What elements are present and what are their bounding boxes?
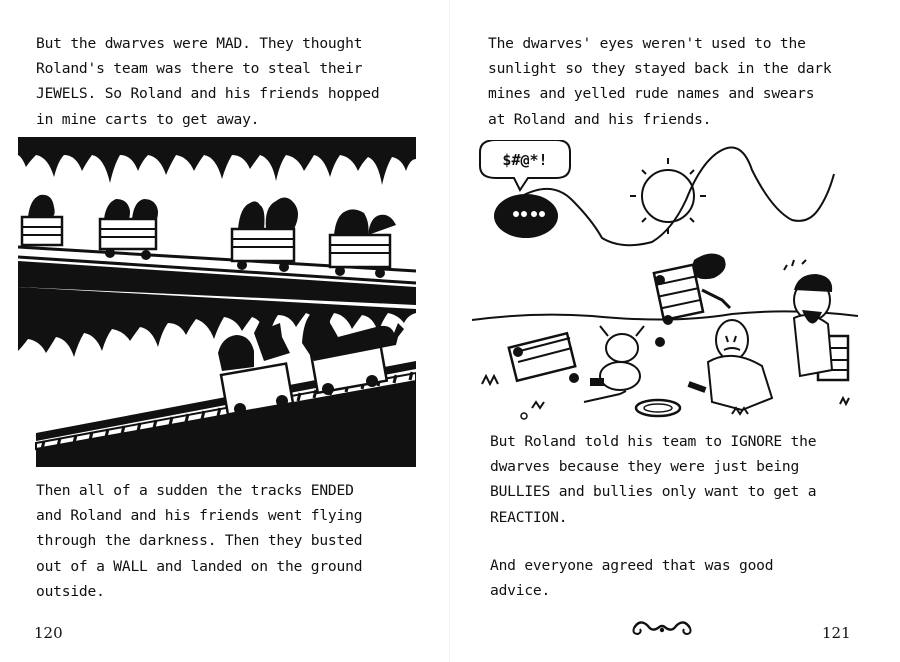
landing-illustration	[472, 140, 858, 422]
mine-cart-illustration	[18, 137, 416, 467]
text-line: mines and yelled rude names and swears	[488, 85, 815, 103]
text-line: through the darkness. Then they busted	[36, 532, 363, 550]
text-line: And everyone agreed that was good	[490, 557, 774, 574]
text-line: Roland's team was there to steal their	[36, 60, 363, 78]
sun-icon	[630, 158, 706, 234]
text-line: BULLIES and bullies only want to get a	[490, 483, 817, 501]
text-line: out of a WALL and landed on the ground	[36, 557, 363, 575]
scroll-ornament-icon	[630, 616, 694, 638]
right-page	[450, 0, 900, 662]
right-paragraph-2	[490, 429, 816, 530]
text-line: The dwarves' eyes weren't used to the	[488, 35, 806, 52]
text-line: JEWELS. So Roland and his friends hopped	[36, 85, 380, 103]
text-line: sunlight so they stayed back in the dark	[488, 60, 832, 78]
text-line: outside.	[36, 582, 105, 600]
text-line: in mine carts to get away.	[36, 110, 260, 128]
right-paragraph-3	[490, 553, 773, 603]
text-line: But the dwarves were MAD. They thought	[36, 35, 363, 52]
text-line: Then all of a sudden the tracks ENDED	[36, 482, 354, 499]
speech-bubble-text: $#@*!	[502, 151, 548, 169]
page-number-right: 121	[822, 624, 851, 642]
left-paragraph-2	[36, 478, 362, 604]
left-paragraph-1	[36, 31, 379, 132]
page-number-left: 120	[34, 624, 63, 642]
text-line: and Roland and his friends went flying	[36, 507, 363, 525]
right-paragraph-1	[488, 31, 831, 132]
text-line: advice.	[490, 582, 551, 600]
text-line: at Roland and his friends.	[488, 110, 712, 128]
text-line: REACTION.	[490, 508, 568, 526]
text-line: But Roland told his team to IGNORE the	[490, 433, 817, 450]
text-line: dwarves because they were just being	[490, 458, 800, 476]
